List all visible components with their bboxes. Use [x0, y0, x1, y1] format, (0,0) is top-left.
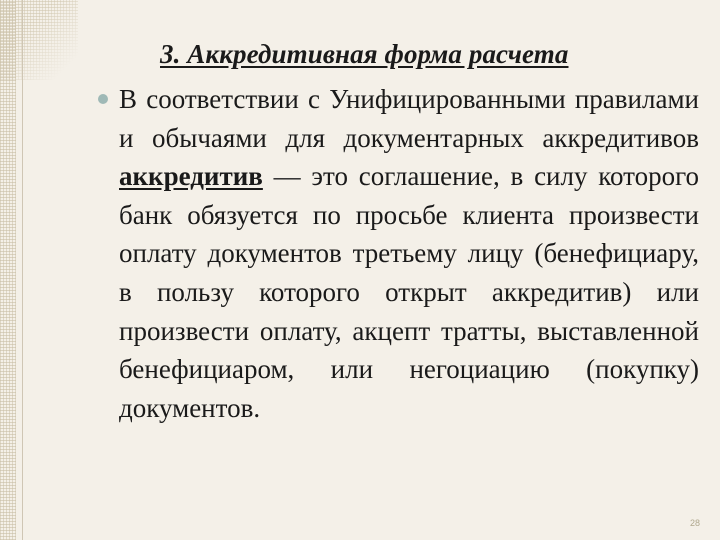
decorative-vertical-rule [22, 0, 23, 540]
decorative-corner-pattern [0, 0, 78, 80]
decorative-left-strip [0, 0, 16, 540]
paragraph-key-term: аккредитив [119, 161, 263, 192]
page-number: 28 [690, 518, 701, 528]
bullet-icon [98, 94, 108, 104]
body-paragraph [119, 80, 699, 427]
paragraph-lead-in: В соответствии с Унифицированными правилами и обычаями для документарных аккредитивов [119, 84, 699, 153]
paragraph-definition: — это соглашение, в силу которого банк обязуется по просьбе клиента произвести оплату документов третьему лицу (бенефициару, в пользу которого открыт аккредитив) или произвести оплату, акцепт тратты, выставленной бенефициаром, или негоциацию (покупку) документов. [119, 161, 699, 423]
slide-title: 3. Аккредитивная форма расчета [160, 39, 569, 69]
